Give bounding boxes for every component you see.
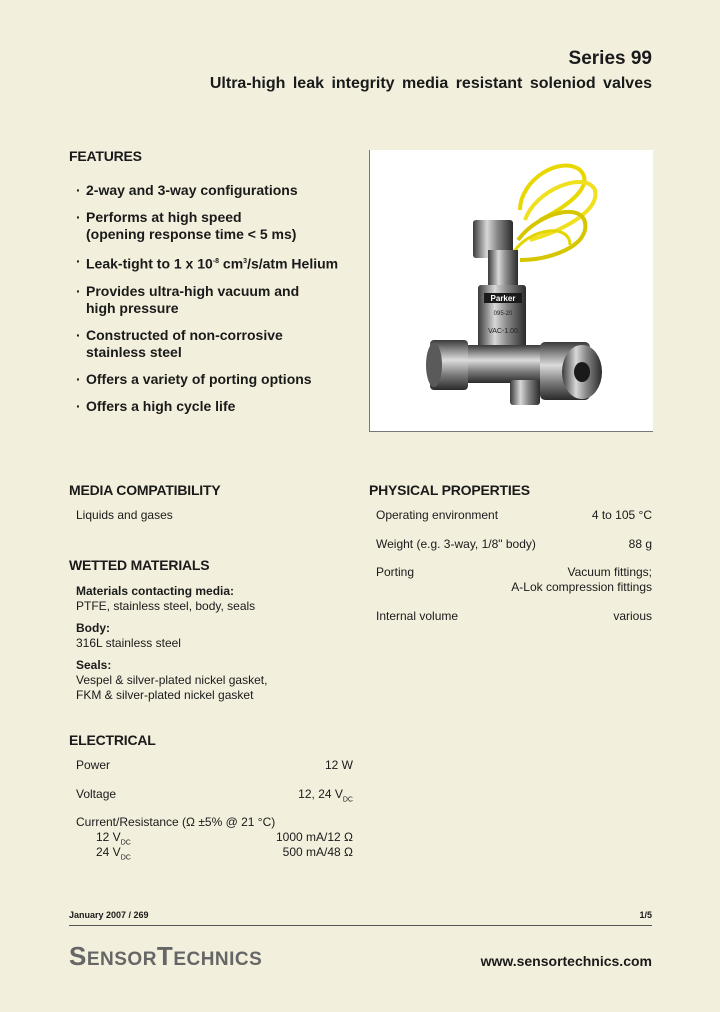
contact-label: Materials contacting media:	[76, 584, 235, 598]
part-number-label: 095-20	[493, 311, 513, 317]
porting-value-2: A-Lok compression fittings	[511, 580, 652, 594]
footer-date: January 2007 / 269	[69, 910, 149, 920]
power-label: Power	[76, 758, 111, 772]
weight-label: Weight (e.g. 3-way, 1/8" body)	[376, 537, 536, 551]
list-item: · Provides ultra-high vacuum and high pressure	[76, 282, 300, 316]
page-subtitle: Ultra-high leak integrity media resistant soleniod valves	[209, 75, 652, 92]
brand-label: Parker	[490, 294, 516, 303]
body-value: 316L stainless steel	[76, 636, 181, 650]
page-number: 1/5	[639, 910, 652, 920]
list-item: · Constructed of non-corrosive stainless steel	[76, 326, 283, 360]
weight-value: 88 g	[628, 537, 652, 551]
porting-row	[376, 565, 652, 597]
list-item: · 2-way and 3-way configurations	[76, 182, 298, 198]
porting-label: Porting	[376, 565, 415, 579]
media-text: Liquids and gases	[76, 508, 173, 522]
footer-divider	[69, 925, 652, 926]
features-heading: FEATURES	[69, 148, 142, 164]
list-item: · Offers a high cycle life	[76, 397, 236, 414]
list-item: · Performs at high speed (opening response time < 5 ms)	[76, 209, 297, 242]
v24-value: 500 mA/48 Ω	[282, 845, 353, 859]
operating-value: 4 to 105 °C	[591, 508, 652, 522]
media-heading: MEDIA COMPATIBILITY	[69, 482, 221, 498]
volume-label: Internal volume	[376, 609, 459, 623]
list-item: · Offers a variety of porting options	[76, 370, 312, 387]
current-resistance-heading: Current/Resistance (Ω ±5% @ 21 °C)	[76, 815, 276, 829]
volume-value: various	[613, 609, 652, 623]
features-list	[76, 182, 376, 425]
porting-value-1: Vacuum fittings;	[567, 565, 652, 579]
electrical-heading: ELECTRICAL	[69, 732, 156, 748]
website-link[interactable]: www.sensortechnics.com	[480, 953, 652, 969]
v12-label: 12 V	[96, 830, 121, 844]
voltage-label: Voltage	[76, 787, 117, 801]
wetted-heading: WETTED MATERIALS	[69, 557, 210, 573]
sensortechnics-logo: SENSORTECHNICS	[69, 941, 263, 971]
solenoid-valve-image	[370, 150, 653, 431]
physical-heading: PHYSICAL PROPERTIES	[369, 482, 530, 498]
power-value: 12 W	[324, 758, 353, 772]
seals-label: Seals:	[76, 658, 112, 672]
v24-label: 24 V	[96, 845, 121, 859]
product-photo	[369, 150, 653, 432]
seals-value-2: FKM & silver-plated nickel gasket	[76, 688, 254, 702]
contact-value: PTFE, stainless steel, body, seals	[76, 599, 256, 613]
list-item: · Leak-tight to 1 x $10^{-8}$ $cm^3/s$/atm Helium	[76, 253, 339, 272]
series-title: Series 99	[568, 48, 652, 69]
operating-label: Operating environment	[376, 508, 499, 522]
seals-value-1: Vespel & silver-plated nickel gasket,	[76, 673, 268, 687]
v12-value: 1000 mA/12 Ω	[275, 830, 353, 844]
body-label: Body:	[76, 621, 110, 635]
model-label: VAC-1.00	[488, 328, 518, 335]
voltage-value: 12, 24 $V_{DC}$	[298, 787, 353, 804]
